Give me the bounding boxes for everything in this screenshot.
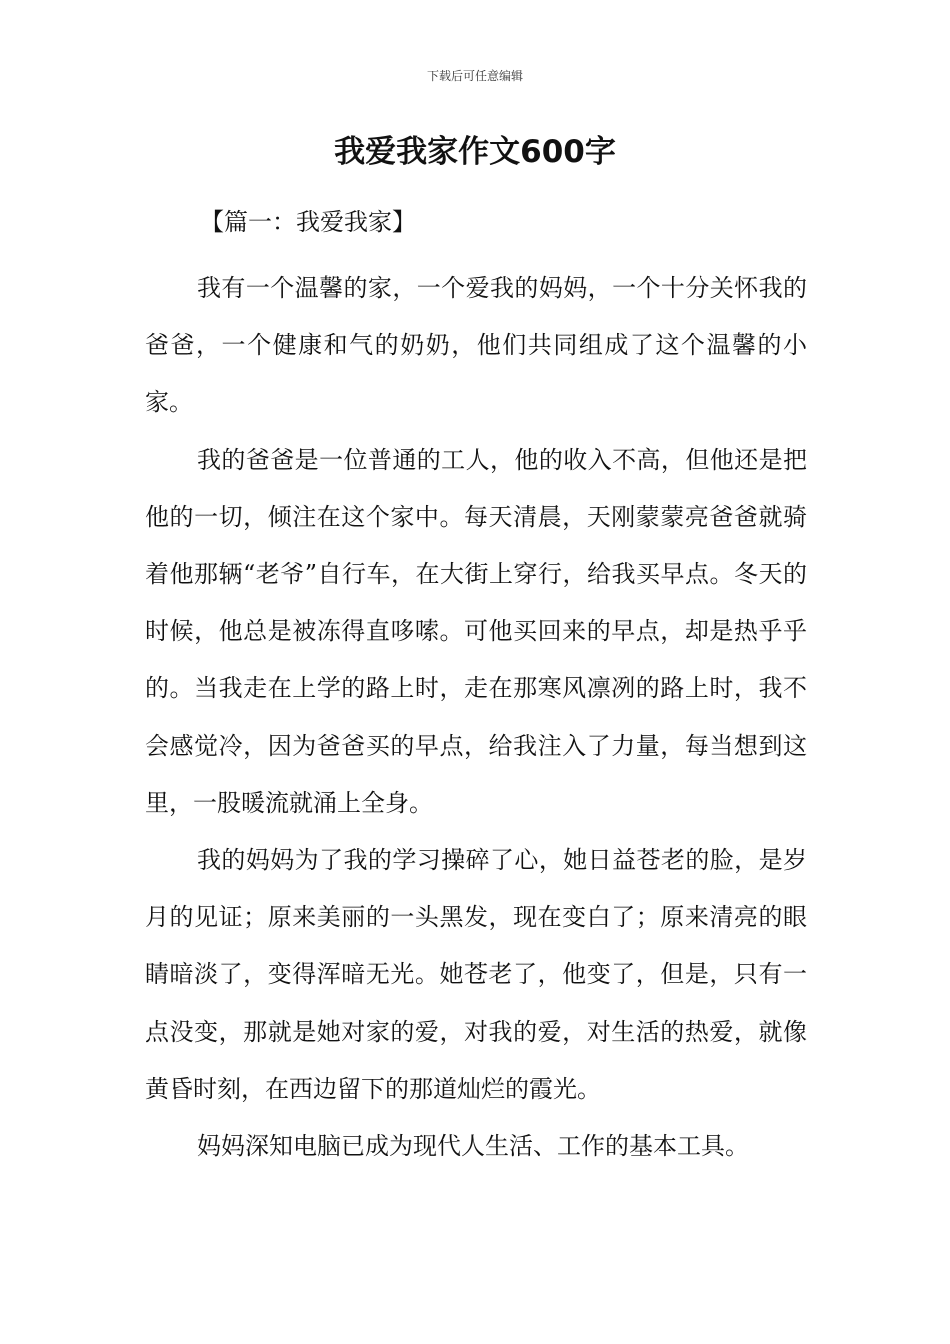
section-heading: 【篇一：我爱我家】 xyxy=(200,208,416,236)
page-title: 我爱我家作文600字 xyxy=(334,134,616,170)
essay-body xyxy=(145,260,807,1175)
paragraph-1: 我有一个温馨的家，一个爱我的妈妈，一个十分关怀我的爸爸，一个健康和气的奶奶，他们共同组成了这个温馨的小家。 xyxy=(145,274,807,417)
paragraph-4: 妈妈深知电脑已成为现代人生活、工作的基本工具。 xyxy=(197,1132,749,1161)
paragraph-3: 我的妈妈为了我的学习操碎了心，她日益苍老的脸，是岁月的见证；原来美丽的一头黑发，现在变白了；原来清亮的眼睛暗淡了，变得浑暗无光。她苍老了，他变了，但是，只有一点没变，那就是她对家的爱，对我的爱，对生活的热爱，就像黄昏时刻，在西边留下的那道灿烂的霞光。 xyxy=(145,846,807,1103)
paragraph-2: 我的爸爸是一位普通的工人，他的收入不高，但他还是把他的一切，倾注在这个家中。每天清晨，天刚蒙蒙亮爸爸就骑着他那辆“老爷”自行车，在大街上穿行，给我买早点。冬天的时候，他总是被冻得直哆嗦。可他买回来的早点，却是热乎乎的。当我走在上学的路上时，走在那寒风凛冽的路上时，我不会感觉冷，因为爸爸买的早点，给我注入了力量，每当想到这里，一股暖流就涌上全身。 xyxy=(145,445,807,817)
header-note: 下载后可任意编辑 xyxy=(426,69,523,83)
